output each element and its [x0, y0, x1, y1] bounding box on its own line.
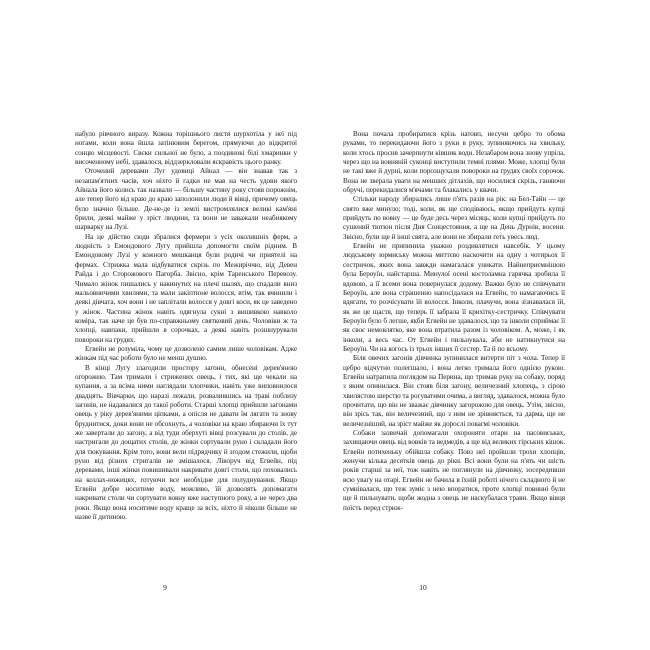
paragraph: В кінці Лугу злагодили простору загони, обнесені дерев'яною огорожею. Там тримали і стрижених овець, і тих, які ще чекали на купання, а за всіма ними наглядали хлопчики, навіть уже виповнилося двадцять. Вівчарки, що наразі лежали, розвалившись на траві поблизу загонів, не надавалися до такої роботи. Старші хлопці прийшли загонами овець у ріку дерев'яними ціпками, а опісля не давати їм лягати та знову бруднитися, доки вони не обсохнуть, а чоловіки на краю збираючи їх тут же завертали до загону, а від туди оберхуті вівці розсували до столів, де настригали до дощатих столів, де жінки сортували руно і складали його для тюкування. Крім того, вони вели підрядчику й згодом стежили, щоби руно від різних стригалів не змішалося. Ліворуч від Егвейн, під деревами, інші жінки повишивали накривати довгі столи, що поховались на козлах-ножицях, готуючи все необхідне для полуднування. Якщо Егвейн добре носитиме воду, можливо, їй дозволять допомагати накривати столи чи сортувати вовну вже наступного року, а не через два роки. Якщо вона носитиме воду краще за всіх, ніхто й ніколи більше не назве її дитиною.	[75, 363, 297, 522]
paragraph: На це дійство сюди збралися фермери з усіх околишніх ферм, а людність з Емондового Лугу прийшла допомогти своїм рідним. В Емондовому Лузі у кожного мешканця були родичі чи приятелі на фермах. Стрижка мала відбуватися скрізь по Межиріччю, від Девен Райда і до Сторожового Пагорба. Звісно, крім Таренського Перевозу. Чимало жінок пишались у накинутих на плечі шалях, що спадали вниз мальовничими хвилями, та мали закіптюне волосся, втім, так вчинили і деякі дівчата, хоч вони і не заплітали волосся у довгі коси, як це заведено у жінок. Частина жінок навіть одягнула сукні з вишивкою навколо коміра, так наче це був по-справжньому святковий день. Чоловіки ж та хлопці, навпаки, прийшли в сорочках, а деякі навіть розшнурували повороки на грудях.	[75, 232, 297, 344]
right-page	[325, 0, 650, 650]
paragraph: Вона почала пробиратися крізь натовп, несучи цебро то обома руками, то перекидаючи його з руки в руку, зупиняючись на хвильку, коли хтось просив зачерпнути ківшик води. Незабаром вона знову упріла, через що на вовняній суконці виступили темні плями. Може, хлопці були не такі вже й дурні, коли порозщухали повороки на грудях своїх сорочок. Вона не зверала уваги на менших дітлахів, що носилися скрізь, ганяючи обручі, перекидалися м'ячами та блакались у квачи.	[343, 130, 565, 195]
right-page-text	[343, 130, 565, 513]
paragraph: набуло рівчного виразу. Кожна торішнього листя шурхотіла у неї під ногами, коли вона йшла затінювим берегом, прямуючи до відкритої сонцю місцевості. Свєки сильної не було, а поодинокі білі хмаринки у височенному небі, здавалося, віддзеркловали яскравість цього ранку.	[75, 130, 297, 167]
paragraph: Біля овечих загонів дівчинка зупинилася витерти піт з чола. Тепер її цебро відчутно полегшало, і вона легко тримала його однією рукою. Егвейн натрапила поглядом на Перина, що тримав руку на собаку, поряд з яким опинилася. Він стояв біля загону, величезний хлопець, з сірою хвилястою шерстю та рогуватими очима, а вигляд, здавалося, можна було прочитати, що він не зважає дівчинку загорожою для овець. Утім, звісно, він зрісь так, він величезний, що з ним не зрівняється, та дарма, ще не величезніший, на зріст майже як дорослі повагмі чоловіки.	[343, 354, 565, 428]
page-number-right: 10	[419, 583, 427, 592]
paragraph: Егвейн не припинила уважно роздивлятися навсебік. У цьому людському юрмиську можна миттєво наскочити на одну з чотирьох її сестричок, яких вона завжди намагалася уникати. Найнеприємнішою була Бероуїн, найстарша. Минулої осені костоламна гарячка зробила її вдовою, а її всеми вона повернулася додому. Важко було не співчувати Бероуїн, але вона страшенно напосідалася на Егвейн, то намагаючись її вдягати, то розчісувати їй волосся. Інколи, плачучи, вона зізнавалася їй, як же це щастя, що теперь її забрала її крихітку-сестричку. Співчувати Бероуїн було б легше, якби Егвейн не здавалося, що та інколи сприймає її як своє немовлятко, яке вона втратила разом із чоловіком. А, може, і як інколи, а весь час. От Егвейн і пильнувала, аби не натикнутися на Бероуїн. Чи на когось із трьох інших її сестер. Та й по всьому.	[343, 242, 565, 353]
left-page-text	[75, 130, 297, 522]
paragraph: Егвейн не розуміла, чому це дозволено самим лише чоловікам. Адже жінкам під час роботи було не менш душно.	[75, 344, 297, 363]
paragraph: Оточений деревами Луг удовиці Айнал — він знавав так з незапам'ятних часів, хоч ніхто й гадки не мав на честь удови якого Айнала його колись так назвали — більшу частину року стояв порожнім, але тепер його від краю до краю заполонили люди й вівці, причому овець було значно більше. Де-не-де із землі вистромлялися великі кам'яні брили, деякі майже у зріст людини, та вони не заважали неабиякому шарварку на Лузі.	[75, 167, 297, 232]
paragraph: Собаки зазвичай допомагали охороняти отари на пасовиськах, захищаючи овець від вовків та ведмедів, а ще від великих гірських кішок. Егвейн потихеньку обійшла собаку. Повз неї пройшли трохи хлопців, женучи кілька десятків овець до ріки. Всі вони були на п'ять чи шість років старші за неї, тож навіть не поглянули на дівчинку, зосередивши всю увагу на отарі. Егвейн не бачила в їхній роботі нічого складного й не сумнівалася, що теж зуміє з нею впоратися, проте хлопці повинні були ще й пильнувати, щоби жодна з овець не наскубалася трави. Якщо вівця поїсть перед стриж-	[343, 429, 565, 512]
paragraph: Стільки народу збирались лише п'ять разів на рік: на Бел-Тайн — це свято вже минуло; тоді, коли, як ще сподіваюсь, якщо прийдуть купці прийдуть по вовну — це буде десь через місяць; коли купці прийдуть по сушений тютюн після Дня Сонцестояння, а ще на День Дурнів, восени. Звісно, були ще й інші свята, але вони не збирали геть увесь люд.	[343, 195, 565, 241]
page-number-left: 9	[163, 583, 167, 592]
